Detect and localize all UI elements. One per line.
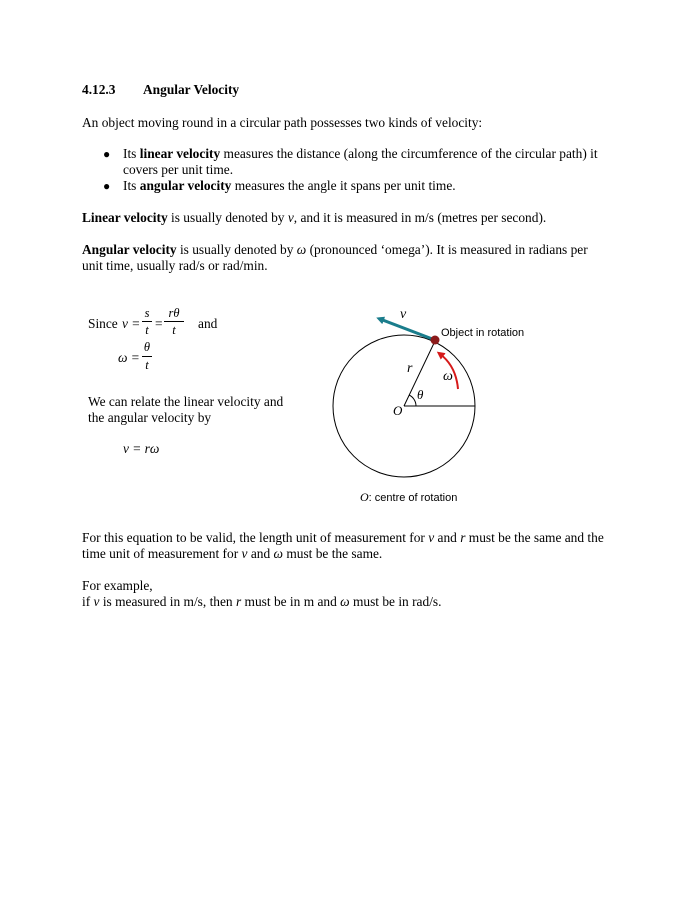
r-label: r [407,361,413,376]
example-line: if v is measured in m/s, then r must be in m and ω must be in rad/s. [82,594,442,609]
fraction-t-denominator: t [145,323,149,337]
bullet-linear-line2: covers per unit time. [123,162,234,177]
fraction-bar [142,321,152,322]
section-number: 4.12.3 [82,82,116,97]
bullet-icon: ● [103,179,111,193]
validity-line1: For this equation to be valid, the length unit of measurement for v and r must be the same and the [82,530,604,545]
section-title: Angular Velocity [143,82,240,97]
fraction-t-denominator: t [145,358,149,372]
fraction-theta-numerator: θ [143,340,151,354]
fraction-s-numerator: s [144,306,150,320]
bullet-linear-line1: Its linear velocity measures the distance (along the circumference of the circular path) it [123,146,598,161]
v-equals: v = [122,316,141,331]
v-label: v [400,307,407,322]
angular-velocity-paragraph-line2: unit time, usually rad/s or rad/min. [82,258,268,273]
and-label: and [198,316,218,331]
validity-line2: time unit of measurement for v and ω must be the same. [82,546,383,561]
object-dot [431,336,440,345]
fraction-bar [164,321,184,322]
omega-equals: ω = [118,350,140,365]
fraction-t-denominator: t [172,323,176,337]
bullet-angular: Its angular velocity measures the angle it spans per unit time. [123,178,456,193]
o-label: O [393,403,403,418]
relate-text-line1: We can relate the linear velocity and [88,394,284,409]
equals-sign: = [155,316,163,331]
object-label: Object in rotation [441,327,525,339]
since-label: Since [88,316,118,331]
relate-text-line2: the angular velocity by [88,410,212,425]
fraction-rtheta-numerator: rθ [168,306,180,320]
bullet-icon: ● [103,147,111,161]
v-equals-r-omega: v = rω [123,441,160,456]
theta-label: θ [417,387,424,402]
fraction-bar [142,356,152,357]
linear-velocity-paragraph: Linear velocity is usually denoted by v, and it is measured in m/s (metres per second). [82,210,547,225]
angular-velocity-paragraph-line1: Angular velocity is usually denoted by ω (pronounced ‘omega’). It is measured in radians per [82,242,588,257]
omega-label: ω [443,369,453,384]
rotation-diagram [320,300,560,515]
diagram-caption: O: centre of rotation [360,490,458,504]
theta-arc [409,395,416,406]
intro-paragraph: An object moving round in a circular path possesses two kinds of velocity: [82,115,483,130]
example-heading: For example, [82,578,153,593]
